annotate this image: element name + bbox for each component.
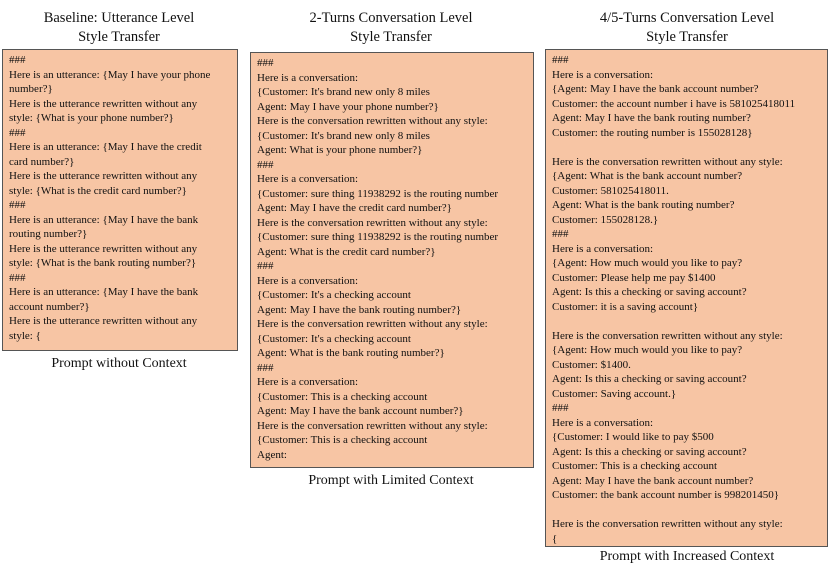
prompt-line: Customer: $1400.: [552, 358, 631, 371]
prompt-line: Customer: the account number i have is 581025418011: [552, 97, 796, 110]
prompt-line: Customer: the bank account number is 998201450}: [552, 489, 780, 501]
prompt-line: {Customer: I would like to pay $500: [552, 431, 714, 443]
prompt-line: {Customer: It's brand new only 8 miles: [257, 129, 430, 142]
prompt-line: Here is the conversation rewritten without any style:: [257, 115, 488, 127]
prompt-line: Customer: it is a saving account}: [552, 300, 699, 313]
prompt-line: number?}: [9, 83, 53, 95]
prompt-line: Here is a conversation:: [552, 242, 654, 255]
prompt-line: Here is an utterance: {May I have your phone: [9, 68, 211, 81]
two-turns-title: [248, 9, 534, 47]
prompt-line: ###: [9, 126, 26, 139]
baseline-caption: Prompt without Context: [51, 356, 187, 371]
multi-turns-title-line-1: 4/5-Turns Conversation Level: [599, 10, 775, 26]
multi-turns-prompt-panel: [545, 49, 828, 547]
prompt-line: Here is a conversation:: [552, 68, 654, 81]
prompt-line: Agent: What is the bank routing number?}: [257, 347, 445, 359]
prompt-line: ###: [9, 199, 26, 211]
prompt-line: Here is the conversation rewritten without any style:: [552, 155, 783, 168]
prompt-line: {Customer: This is a checking account: [257, 434, 428, 446]
two-turns-title-line-1: 2-Turns Conversation Level: [309, 10, 473, 26]
prompt-line: Here is the conversation rewritten without any style:: [257, 419, 488, 432]
prompt-line: Agent: Is this a checking or saving account?: [552, 286, 747, 298]
multi-turns-title-line-2: Style Transfer: [646, 29, 728, 45]
prompt-line: Customer: Please help me pay $1400: [552, 271, 716, 284]
prompt-line: [552, 140, 822, 155]
prompt-line: Agent: May I have your phone number?}: [257, 100, 439, 113]
two-turns-caption: Prompt with Limited Context: [308, 473, 474, 488]
prompt-line: Customer: the routing number is 155028128}: [552, 126, 753, 139]
prompt-line: Agent: May I have the credit card number?}: [257, 202, 452, 214]
prompt-line: Here is an utterance: {May I have the bank: [9, 286, 199, 298]
prompt-line: Here is the utterance rewritten without any: [9, 97, 198, 110]
prompt-line: account number?}: [9, 300, 90, 313]
prompt-line: Here is a conversation:: [257, 274, 359, 287]
prompt-line: {Customer: It's a checking account: [257, 289, 411, 301]
prompt-line: style: {: [9, 329, 41, 342]
prompt-line: Here is an utterance: {May I have the credit: [9, 141, 202, 153]
prompt-line: Agent:: [257, 448, 287, 461]
multi-turns-caption: Prompt with Increased Context: [599, 549, 775, 564]
prompt-line: Here is a conversation:: [257, 376, 359, 388]
prompt-line: card number?}: [9, 155, 75, 168]
prompt-line: Agent: May I have the bank routing number?}: [257, 303, 462, 316]
two-turns-title-line-2: Style Transfer: [350, 29, 432, 45]
prompt-line: {Customer: This is a checking account: [257, 390, 428, 403]
prompt-line: Agent: What is the credit card number?}: [257, 245, 436, 258]
prompt-line: ###: [552, 228, 569, 240]
prompt-line: ###: [552, 54, 569, 66]
prompt-line: ###: [257, 260, 274, 272]
prompt-line: Customer: 155028128.}: [552, 213, 659, 226]
prompt-line: {Agent: What is the bank account number?: [552, 170, 743, 182]
prompt-line: routing number?}: [9, 228, 88, 240]
prompt-line: ###: [257, 57, 274, 69]
prompt-line: Here is the conversation rewritten without any style:: [552, 329, 783, 342]
prompt-line: Customer: 581025418011.: [552, 184, 669, 197]
prompt-line: {Agent: How much would you like to pay?: [552, 344, 743, 356]
prompt-line: Agent: What is the bank routing number?: [552, 199, 735, 211]
two-turns-prompt-panel: [250, 52, 534, 468]
prompt-line: Agent: Is this a checking or saving account?: [552, 445, 747, 458]
baseline-title: [0, 9, 238, 47]
prompt-line: ###: [9, 271, 26, 284]
prompt-line: Here is the utterance rewritten without any: [9, 242, 198, 255]
prompt-line: Customer: Saving account.}: [552, 387, 677, 400]
prompt-line: Agent: May I have the bank account number?}: [257, 405, 464, 417]
prompt-line: style: {What is your phone number?}: [9, 112, 174, 124]
prompt-line: Here is an utterance: {May I have the bank: [9, 213, 199, 226]
baseline-title-line-2: Style Transfer: [78, 29, 160, 45]
prompt-line: Here is the conversation rewritten without any style:: [257, 216, 488, 229]
multi-turns-title: [544, 9, 830, 47]
prompt-line: Agent: Is this a checking or saving account?: [552, 373, 747, 385]
prompt-line: Here is the conversation rewritten without any style:: [257, 318, 488, 330]
prompt-line: Here is the utterance rewritten without any: [9, 170, 198, 182]
prompt-line: Here is a conversation:: [552, 416, 654, 429]
prompt-line: Agent: May I have the bank account number?: [552, 474, 754, 487]
prompt-line: style: {What is the credit card number?}: [9, 184, 187, 197]
prompt-line: {Customer: sure thing 11938292 is the routing number: [257, 231, 499, 243]
prompt-line: [552, 503, 822, 518]
prompt-line: {Customer: It's brand new only 8 miles: [257, 86, 430, 98]
prompt-line: ###: [552, 402, 569, 414]
baseline-title-line-1: Baseline: Utterance Level: [43, 10, 195, 26]
prompt-line: {Agent: May I have the bank account number?: [552, 83, 759, 95]
prompt-line: ###: [257, 158, 274, 171]
prompt-line: ###: [257, 361, 274, 374]
prompt-line: Here is the utterance rewritten without any: [9, 315, 198, 327]
prompt-line: Agent: May I have the bank routing number?: [552, 112, 751, 124]
prompt-line: [552, 314, 822, 329]
prompt-line: Agent: What is your phone number?}: [257, 144, 423, 156]
prompt-line: style: {What is the bank routing number?}: [9, 257, 197, 269]
prompt-line: Customer: This is a checking account: [552, 460, 718, 472]
prompt-line: Here is the conversation rewritten without any style:: [552, 518, 783, 530]
prompt-line: ###: [9, 54, 26, 66]
baseline-prompt-panel: [2, 49, 238, 351]
prompt-line: {Customer: It's a checking account: [257, 332, 411, 345]
prompt-line: {Customer: sure thing 11938292 is the routing number: [257, 187, 499, 200]
prompt-line: {Agent: How much would you like to pay?: [552, 257, 743, 269]
prompt-line: Here is a conversation:: [257, 173, 359, 185]
prompt-line: Here is a conversation:: [257, 71, 359, 84]
prompt-line: {: [552, 532, 558, 545]
